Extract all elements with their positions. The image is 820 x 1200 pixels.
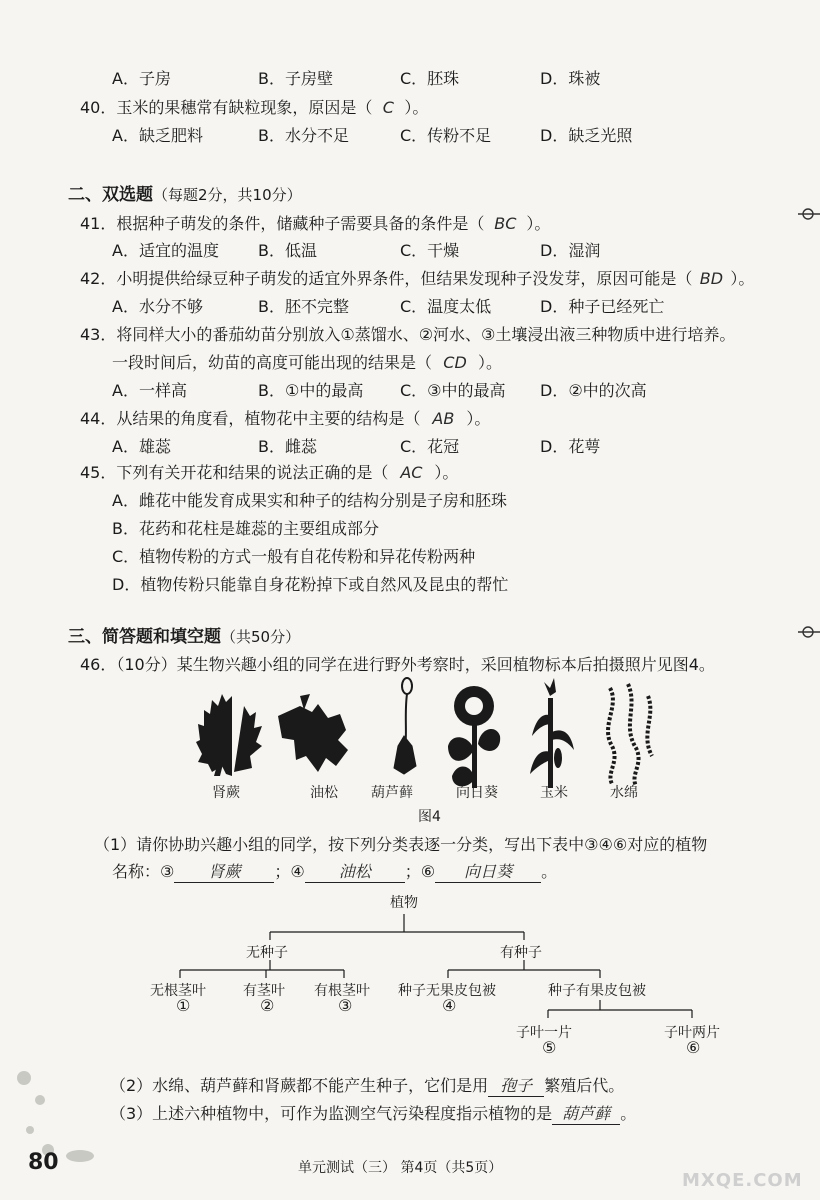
q42-option-b: B．胚不完整 bbox=[258, 297, 349, 316]
binder-rings bbox=[790, 200, 820, 800]
q46-sub1-sep2: ；⑥ bbox=[404, 862, 436, 881]
moss-image bbox=[394, 678, 416, 774]
q42-option-d: D．种子已经死亡 bbox=[540, 297, 665, 316]
tree-marker-1: ① bbox=[176, 996, 191, 1015]
tree-leaf-5: 子叶一片 bbox=[516, 1025, 572, 1041]
q43-option-d: D．②中的次高 bbox=[540, 381, 647, 400]
q40-answer: C bbox=[382, 98, 394, 117]
q45-close: ）。 bbox=[434, 463, 459, 482]
plant-label-4: 向日葵 bbox=[456, 785, 498, 801]
q41-stem: 41．根据种子萌发的条件，储藏种子需要具备的条件是（ bbox=[80, 214, 485, 233]
q41-close: ）。 bbox=[526, 214, 551, 233]
tree-marker-4: ④ bbox=[442, 996, 457, 1015]
q45-option-d: D．植物传粉只能靠自身花粉掉下或自然风及昆虫的帮忙 bbox=[112, 575, 509, 594]
q45-option-a: A．雌花中能发育成果实和种子的结构分别是子房和胚珠 bbox=[112, 491, 507, 510]
q46-sub2-prefix: （2）水绵、葫芦藓和肾蕨都不能产生种子，它们是用 bbox=[110, 1076, 489, 1095]
section-3-heading bbox=[68, 622, 300, 647]
q45-option-c: C．植物传粉的方式一般有自花传粉和异花传粉两种 bbox=[112, 547, 476, 566]
q46-answer-6: 向日葵 bbox=[435, 859, 541, 883]
q40-option-c: C．传粉不足 bbox=[400, 126, 492, 145]
tree-leaf-2: 有茎叶 bbox=[243, 983, 285, 999]
q41-answer: BC bbox=[494, 214, 517, 233]
q46-stem: 46．（10分）某生物兴趣小组的同学在进行野外考察时，采回植物标本后拍摄照片见图4。 bbox=[80, 655, 715, 674]
section-2-title: 二、双选题 bbox=[68, 185, 153, 205]
watermark: MXQE.COM bbox=[682, 1170, 803, 1191]
tree-marker-2: ② bbox=[260, 996, 275, 1015]
q46-sub1-line1: （1）请你协助兴趣小组的同学，按下列分类表逐一分类，写出下表中③④⑥对应的植物 bbox=[94, 835, 708, 854]
tree-node-fruit: 种子有果皮包被 bbox=[548, 983, 646, 999]
plant-label-6: 水绵 bbox=[610, 785, 638, 801]
q46-sub3 bbox=[110, 1101, 636, 1125]
tree-no-seed: 无种子 bbox=[246, 945, 288, 961]
pine-branch-image bbox=[278, 694, 348, 772]
q43-answer: CD bbox=[443, 353, 467, 372]
q42-option-c: C．温度太低 bbox=[400, 297, 492, 316]
page-number: 80 bbox=[28, 1150, 59, 1175]
q44-option-c: C．花冠 bbox=[400, 437, 460, 456]
q40-close: ）。 bbox=[404, 98, 429, 117]
q42-option-a: A．水分不够 bbox=[112, 297, 203, 316]
plant-label-3: 葫芦藓 bbox=[371, 785, 413, 801]
q40-option-d: D．缺乏光照 bbox=[540, 126, 633, 145]
q46-sub2-answer: 孢子 bbox=[488, 1073, 544, 1097]
section-3-title: 三、简答题和填空题 bbox=[68, 627, 221, 647]
q43-stem: 43．将同样大小的番茄幼苗分别放入①蒸馏水、②河水、③土壤浸出液三种物质中进行培养。 bbox=[80, 325, 736, 344]
tree-leaf-6: 子叶两片 bbox=[664, 1025, 720, 1041]
q46-sub3-answer: 葫芦藓 bbox=[552, 1101, 620, 1125]
q45-option-b: B．花药和花柱是雄蕊的主要组成部分 bbox=[112, 519, 379, 538]
q46-sub3-end: 。 bbox=[620, 1104, 637, 1123]
q41-option-b: B．低温 bbox=[258, 241, 317, 260]
sunflower-image bbox=[448, 686, 500, 788]
q39-option-d: D．珠被 bbox=[540, 69, 601, 88]
q46-answer-3: 肾蕨 bbox=[174, 859, 274, 883]
fern-image bbox=[196, 694, 262, 776]
tree-marker-3: ③ bbox=[338, 996, 353, 1015]
q39-option-a: A．子房 bbox=[112, 69, 171, 88]
q41-option-d: D．湿润 bbox=[540, 241, 601, 260]
footer-center: 单元测试（三） 第4页（共5页） bbox=[298, 1160, 503, 1176]
q46-sub1-sep1: ；④ bbox=[274, 862, 305, 881]
q43-close: ）。 bbox=[478, 353, 503, 372]
tree-has-seed: 有种子 bbox=[500, 945, 542, 961]
tree-leaf-4: 种子无果皮包被 bbox=[398, 983, 496, 999]
q39-option-b: B．子房壁 bbox=[258, 69, 333, 88]
section-3-note: （共50分） bbox=[221, 628, 301, 646]
plant-label-1: 肾蕨 bbox=[212, 785, 240, 801]
question-41 bbox=[80, 211, 550, 234]
q41-option-a: A．适宜的温度 bbox=[112, 241, 219, 260]
plant-label-5: 玉米 bbox=[540, 785, 568, 801]
corn-image bbox=[530, 678, 574, 788]
tree-root: 植物 bbox=[390, 895, 418, 911]
q41-option-c: C．干燥 bbox=[400, 241, 460, 260]
question-42 bbox=[80, 266, 754, 289]
tree-marker-5: ⑤ bbox=[542, 1038, 557, 1057]
q46-sub3-prefix: （3）上述六种植物中，可作为监测空气污染程度指示植物的是 bbox=[110, 1104, 553, 1123]
question-40 bbox=[80, 95, 428, 118]
q43-option-a: A．一样高 bbox=[112, 381, 187, 400]
q44-stem: 44．从结果的角度看，植物花中主要的结构是（ bbox=[80, 409, 421, 428]
q40-stem: 40．玉米的果穗常有缺粒现象，原因是（ bbox=[80, 98, 373, 117]
q42-close: ）。 bbox=[730, 269, 755, 288]
tree-leaf-1: 无根茎叶 bbox=[150, 983, 206, 999]
q44-option-d: D．花萼 bbox=[540, 437, 601, 456]
q44-close: ）。 bbox=[466, 409, 491, 428]
q43-option-b: B．①中的最高 bbox=[258, 381, 364, 400]
question-45 bbox=[80, 460, 458, 483]
question-44 bbox=[80, 406, 490, 429]
figure-caption: 图4 bbox=[418, 809, 441, 825]
q44-answer: AB bbox=[432, 409, 455, 428]
tree-leaf-3: 有根茎叶 bbox=[314, 983, 370, 999]
q46-sub1-end: 。 bbox=[541, 862, 558, 881]
q44-option-b: B．雌蕊 bbox=[258, 437, 317, 456]
q43-option-c: C．③中的最高 bbox=[400, 381, 506, 400]
q46-sub2 bbox=[110, 1073, 624, 1097]
q39-option-c: C．胚珠 bbox=[400, 69, 460, 88]
section-2-note: （每题2分，共10分） bbox=[153, 186, 302, 204]
section-2-heading bbox=[68, 180, 302, 205]
q45-stem: 45．下列有关开花和结果的说法正确的是（ bbox=[80, 463, 389, 482]
q46-answer-4: 油松 bbox=[305, 859, 405, 883]
q42-answer: BD bbox=[699, 269, 724, 288]
figure-4-plants bbox=[0, 676, 820, 796]
q42-stem: 42．小明提供给绿豆种子萌发的适宜外界条件，但结果发现种子没发芽，原因可能是（ bbox=[80, 269, 693, 288]
q44-option-a: A．雄蕊 bbox=[112, 437, 171, 456]
question-43-line2 bbox=[112, 350, 502, 373]
plant-label-2: 油松 bbox=[310, 785, 338, 801]
q40-option-b: B．水分不足 bbox=[258, 126, 349, 145]
q46-sub2-end: 繁殖后代。 bbox=[544, 1076, 625, 1095]
q43-stem2: 一段时间后，幼苗的高度可能出现的结果是（ bbox=[112, 353, 433, 372]
q40-option-a: A．缺乏肥料 bbox=[112, 126, 203, 145]
q46-sub1-prefix: 名称：③ bbox=[112, 862, 175, 881]
q45-answer: AC bbox=[400, 463, 423, 482]
tree-marker-6: ⑥ bbox=[686, 1038, 701, 1057]
spirogyra-image bbox=[608, 684, 652, 786]
